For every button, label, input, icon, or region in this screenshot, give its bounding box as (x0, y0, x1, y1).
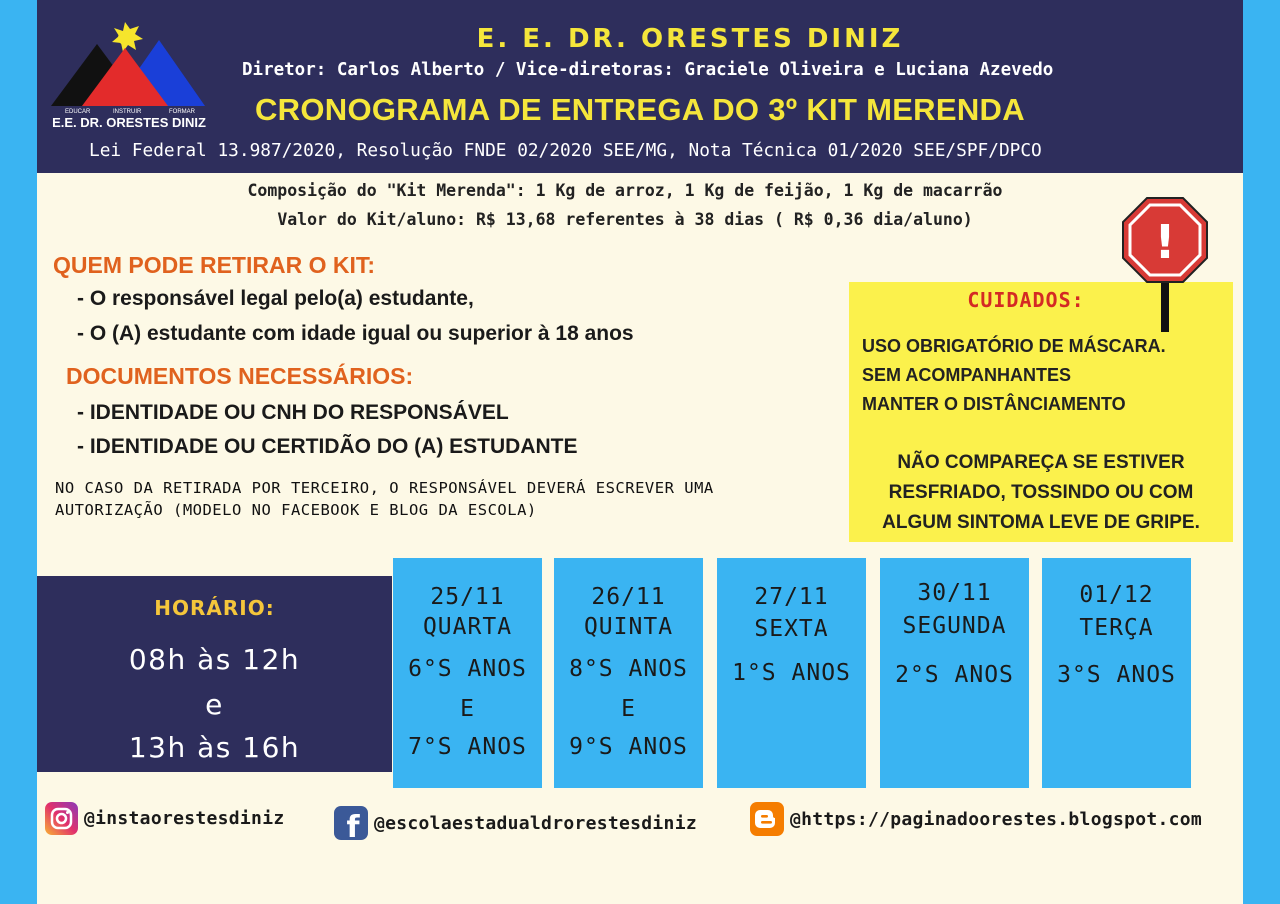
care-warning (849, 448, 1233, 538)
legal-reference: Lei Federal 13.987/2020, Resolução FNDE 02/2020 SEE/MG, Nota Técnica 01/2020 SEE/SPF/DPCO (89, 140, 1042, 161)
facebook-icon (334, 806, 368, 840)
day-date: 27/11 (754, 584, 829, 610)
day-weekday: SEXTA (754, 616, 829, 642)
schedule-label: HORÁRIO: (154, 596, 275, 620)
logo-word-1: EDUCAR (65, 109, 91, 115)
day-group: 7°S ANOS (408, 734, 527, 760)
day-group: 9°S ANOS (569, 734, 688, 760)
blog-url[interactable]: @https://paginadoorestes.blogspot.com (790, 808, 1203, 830)
day-group: 2°S ANOS (895, 662, 1014, 688)
instagram-link[interactable] (45, 802, 284, 835)
day-card (554, 558, 703, 788)
care-item-3: MANTER O DISTÂNCIAMENTO (862, 394, 1126, 414)
kit-value: Valor do Kit/aluno: R$ 13,68 referentes à 38 dias ( R$ 0,36 dia/aluno) (277, 210, 973, 229)
who-item-2: - O (A) estudante com idade igual ou superior à 18 anos (77, 322, 634, 345)
day-card (880, 558, 1029, 788)
kit-composition: Composição do "Kit Merenda": 1 Kg de arroz, 1 Kg de feijão, 1 Kg de macarrão (247, 181, 1003, 200)
day-separator: E (621, 696, 636, 722)
day-date: 30/11 (917, 580, 992, 606)
day-card (393, 558, 542, 788)
day-separator: E (460, 696, 475, 722)
logo-word-2: INSTRUIR (113, 109, 142, 115)
care-warning-line-1: NÃO COMPAREÇA SE ESTIVER (897, 452, 1185, 473)
schedule-morning: 08h às 12h (128, 643, 301, 676)
instagram-handle[interactable]: @instaorestesdiniz (84, 808, 285, 829)
day-date: 01/12 (1079, 582, 1154, 608)
day-weekday: QUARTA (422, 614, 513, 640)
day-group: 8°S ANOS (569, 656, 688, 682)
facebook-handle[interactable]: @escolaestadualdrorestesdiniz (374, 812, 697, 834)
day-date: 25/11 (430, 584, 505, 610)
instagram-icon (45, 802, 78, 835)
poster (37, 0, 1243, 904)
document-item-2: - IDENTIDADE OU CERTIDÃO DO (A) ESTUDANTE (77, 435, 578, 458)
school-name: E. E. DR. ORESTES DINIZ (476, 24, 904, 54)
care-warning-line-2: RESFRIADO, TOSSINDO OU COM (888, 482, 1194, 503)
who-item-1: - O responsável legal pelo(a) estudante, (77, 287, 474, 310)
document-item-1: - IDENTIDADE OU CNH DO RESPONSÁVEL (77, 401, 509, 424)
stop-sign-glyph: ! (1154, 215, 1176, 269)
day-group: 1°S ANOS (732, 660, 851, 686)
directors-line: Diretor: Carlos Alberto / Vice-diretoras: Graciele Oliveira e Luciana Azevedo (242, 60, 1054, 80)
schedule-box (37, 576, 392, 772)
header (37, 0, 1243, 173)
documents-title: DOCUMENTOS NECESSÁRIOS: (66, 363, 414, 389)
day-card (1042, 558, 1191, 788)
facebook-link[interactable] (334, 806, 697, 840)
care-title: CUIDADOS: (967, 288, 1085, 312)
day-group: 3°S ANOS (1057, 662, 1176, 688)
day-card (717, 558, 866, 788)
day-weekday: TERÇA (1079, 615, 1154, 641)
care-item-2: SEM ACOMPANHANTES (862, 365, 1072, 385)
who-title: QUEM PODE RETIRAR O KIT: (53, 252, 376, 278)
day-group: 6°S ANOS (408, 656, 527, 682)
warning-stop-sign-icon (1121, 196, 1209, 336)
facebook-glyph: f (346, 810, 360, 840)
blogger-icon (750, 802, 784, 836)
care-warning-line-3: ALGUM SINTOMA LEVE DE GRIPE. (882, 512, 1200, 533)
schedule-and: e (205, 688, 224, 721)
day-weekday: SEGUNDA (902, 613, 1007, 639)
care-item-1: USO OBRIGATÓRIO DE MÁSCARA. (862, 336, 1166, 356)
logo-word-3: FORMAR (169, 109, 195, 115)
schedule-afternoon: 13h às 16h (128, 731, 301, 764)
third-party-note: NO CASO DA RETIRADA POR TERCEIRO, O RESPONSÁVEL DEVERÁ ESCREVER UMA AUTORIZAÇÃO (MODELO NO FACEBOOK E BLOG DA ESCOLA) (55, 479, 714, 519)
page-title: CRONOGRAMA DE ENTREGA DO 3º KIT MERENDA (255, 92, 1025, 127)
day-weekday: QUINTA (583, 614, 674, 640)
day-date: 26/11 (591, 584, 666, 610)
logo-caption: E.E. DR. ORESTES DINIZ (52, 115, 206, 130)
blog-link[interactable] (750, 802, 1202, 836)
